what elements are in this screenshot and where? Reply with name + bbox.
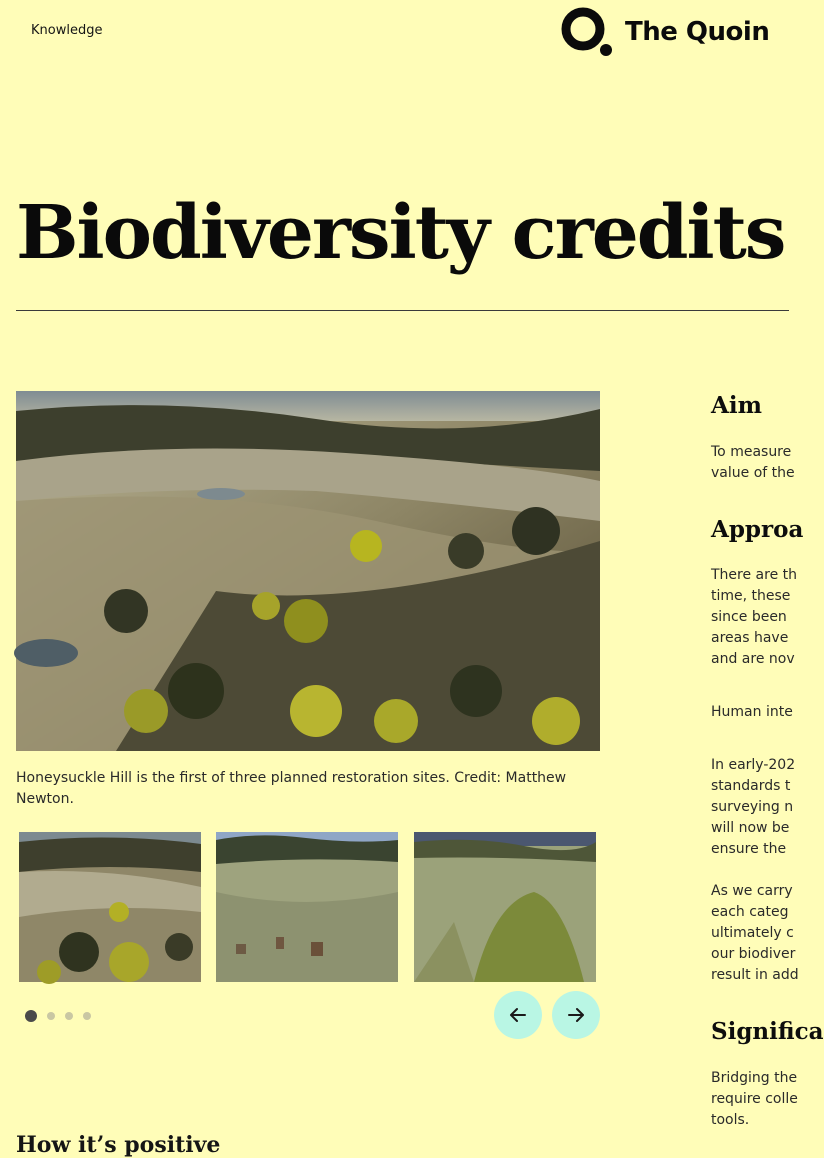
approach-text-line: As we carry (711, 883, 793, 899)
section-heading-positive: How it’s positive (16, 1132, 221, 1158)
significance-text-line: tools. (711, 1112, 750, 1128)
thumbnail-3[interactable] (414, 832, 596, 982)
pagination-dot-4[interactable] (83, 1012, 91, 1020)
aim-text-line: To measure (711, 444, 792, 460)
carousel-pagination (25, 1010, 91, 1022)
approach-text-line: ultimately c (711, 925, 794, 941)
approach-text-line: Human inte (711, 704, 793, 720)
arrow-right-icon (565, 1004, 587, 1026)
approach-text-line: surveying n (711, 799, 794, 815)
page-title: Biodiversity credits (16, 190, 785, 276)
arrow-left-icon (507, 1004, 529, 1026)
pagination-dot-3[interactable] (65, 1012, 73, 1020)
approach-text-line: time, these (711, 588, 791, 604)
approach-text-line: standards t (711, 778, 791, 794)
pagination-dot-1[interactable] (25, 1010, 37, 1022)
sidebar-content (711, 0, 824, 1151)
hero-landscape-image (16, 391, 600, 751)
thumbnail-1[interactable] (19, 832, 201, 982)
significance-text-line: require colle (711, 1091, 798, 1107)
approach-text-line: In early-202 (711, 757, 796, 773)
logo-text: The Quoin (625, 17, 770, 47)
approach-text-line: will now be (711, 820, 790, 836)
significance-text-line: Bridging the (711, 1070, 798, 1086)
significance-heading: Significa (711, 1018, 824, 1045)
carousel-next-button[interactable] (552, 991, 600, 1039)
approach-text-line: ensure the (711, 841, 787, 857)
approach-text-line: since been (711, 609, 787, 625)
approach-heading: Approa (711, 516, 804, 543)
approach-text-line: result in add (711, 967, 799, 983)
approach-text-line: There are th (711, 567, 798, 583)
divider (16, 310, 789, 311)
approach-text-line: and are nov (711, 651, 795, 667)
approach-text-line: areas have (711, 630, 789, 646)
carousel-prev-button[interactable] (494, 991, 542, 1039)
pagination-dot-2[interactable] (47, 1012, 55, 1020)
image-caption: Honeysuckle Hill is the first of three planned restoration sites. Credit: Matthew Newton. (16, 770, 567, 807)
approach-text-line: our biodiver (711, 946, 796, 962)
quoin-logo-icon (561, 7, 613, 57)
aim-heading: Aim (711, 392, 762, 419)
approach-text-line: each categ (711, 904, 789, 920)
nav-link-knowledge[interactable]: Knowledge (31, 23, 103, 38)
aim-text-line: value of the (711, 465, 795, 481)
thumbnail-2[interactable] (216, 832, 398, 982)
